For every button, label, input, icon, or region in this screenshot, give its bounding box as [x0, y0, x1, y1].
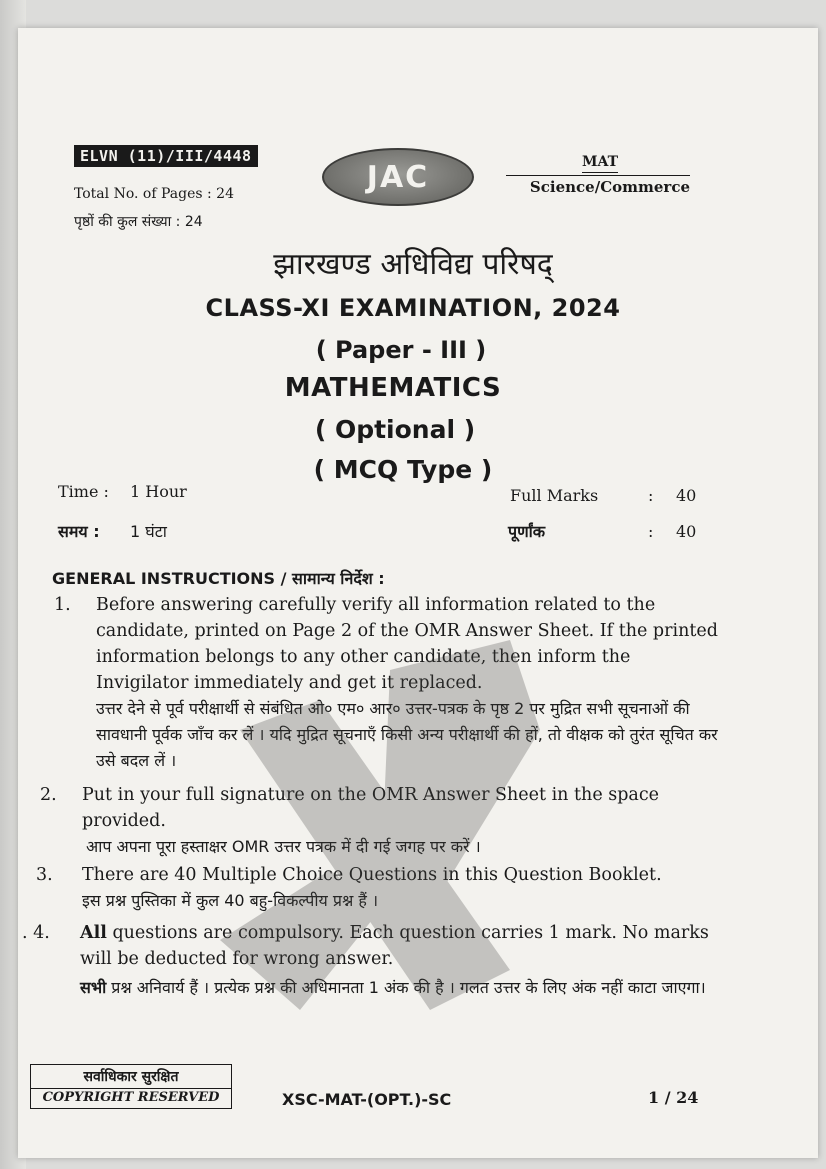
instruction-text-en: Before answering carefully verify all information related to the candidate, printed on Page 2 of the OMR Answer Sheet. If the printed information belongs to any other candidate, then inform the Invigilator immediately and get it replaced. — [96, 595, 718, 693]
board-name: झारखण्ड अधिविद्य परिषद् — [273, 247, 553, 282]
instructions-heading: GENERAL INSTRUCTIONS / सामान्य निर्देश : — [52, 569, 385, 588]
total-pages-en: Total No. of Pages : 24 — [74, 186, 234, 202]
time-label-en: Time : — [58, 482, 109, 501]
paper-number: ( Paper - III ) — [315, 336, 487, 364]
exam-title: CLASS-XI EXAMINATION, 2024 — [205, 294, 621, 322]
instruction-text-en: Put in your full signature on the OMR Answer Sheet in the space provided. — [82, 785, 660, 831]
copyright-hi: सर्वाधिकार सुरक्षित — [83, 1069, 179, 1085]
instruction-item-2 — [36, 782, 726, 860]
marks-colon-hi: : — [648, 522, 654, 541]
jac-logo — [322, 148, 474, 206]
subject-code: MAT — [582, 154, 618, 173]
instruction-emphasis-hi: सभी — [80, 978, 107, 997]
instruction-text-hi: आप अपना पूरा हस्ताक्षर OMR उत्तर पत्रक में दी गई जगह पर करें । — [86, 837, 481, 856]
instruction-number: 1. — [54, 595, 71, 615]
marks-colon-en: : — [648, 486, 654, 505]
instruction-text-hi: इस प्रश्न पुस्तिका में कुल 40 बहु-विकल्पीय प्रश्न हैं । — [82, 891, 379, 910]
paper-code: ELVN (11)/III/4448 — [74, 145, 258, 167]
time-value-en: 1 Hour — [130, 482, 187, 501]
mcq-type-label: ( MCQ Type ) — [313, 455, 493, 484]
marks-value-en: 40 — [676, 486, 697, 505]
instruction-number: . 4. — [22, 923, 50, 943]
time-value-hi: 1 घंटा — [130, 522, 167, 541]
optional-label: ( Optional ) — [314, 415, 476, 444]
subject-stream-box — [506, 151, 690, 196]
copyright-en: COPYRIGHT RESERVED — [31, 1088, 231, 1105]
instruction-item-3 — [36, 862, 726, 914]
instruction-emphasis-en: All — [80, 923, 107, 943]
time-label-hi: समय : — [58, 522, 100, 541]
instruction-text-hi: उत्तर देने से पूर्व परीक्षार्थी से संबंधित ओ० एम० आर० उत्तर-पत्रक के पृष्ठ 2 पर मुद्रित सभी सूचनाओं की सावधानी पूर्वक जाँच कर लें । यदि मुद्रित सूचनाएँ किसी अन्य परीक्षार्थी की हों, तो वीक्षक को तुरंत सूचित कर उसे बदल लें । — [96, 699, 718, 770]
total-pages-hi: पृष्ठों की कुल संख्या : 24 — [74, 214, 203, 230]
instruction-number: 3. — [36, 865, 53, 885]
stream-label: Science/Commerce — [506, 175, 690, 196]
page-number: 1 / 24 — [648, 1088, 699, 1107]
marks-label-hi: पूर्णांक — [508, 522, 546, 541]
booklet-code: XSC-MAT-(OPT.)-SC — [282, 1090, 452, 1109]
subject-title: MATHEMATICS — [284, 373, 502, 403]
instruction-text-en: questions are compulsory. Each question carries 1 mark. No marks will be deducted for wrong answer. — [80, 923, 709, 969]
copyright-stamp — [30, 1064, 232, 1109]
instruction-number: 2. — [40, 785, 57, 805]
instruction-item-4 — [22, 920, 726, 1004]
marks-value-hi: 40 — [676, 522, 697, 541]
jac-logo-text: JAC — [366, 159, 430, 195]
instruction-item-1 — [36, 592, 726, 774]
instruction-text-hi: प्रश्न अनिवार्य हैं । प्रत्येक प्रश्न की अधिमानता 1 अंक की है । गलत उत्तर के लिए अंक नहीं काटा जाएगा। — [106, 978, 706, 997]
instruction-text-en: There are 40 Multiple Choice Questions in this Question Booklet. — [82, 865, 662, 885]
marks-label-en: Full Marks — [510, 486, 599, 505]
